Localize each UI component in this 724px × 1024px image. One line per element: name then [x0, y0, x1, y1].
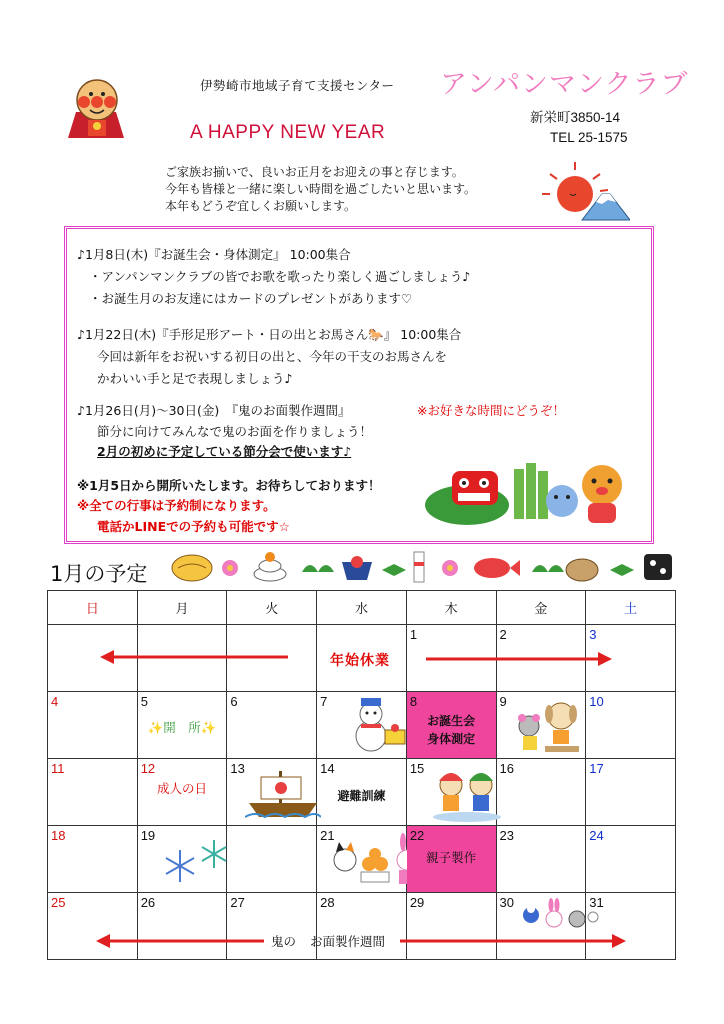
- coming-of-age-day: 成人の日: [157, 781, 208, 796]
- new-year-food-icons: [170, 548, 690, 584]
- day-number: 28: [320, 895, 335, 910]
- oni-week-arrow-left: [96, 934, 266, 948]
- opening-note: ✨開 所✨: [147, 720, 217, 735]
- calendar-table: [47, 590, 676, 960]
- kids-animals-icon: [515, 698, 585, 756]
- day-number: 31: [589, 895, 604, 910]
- day-number: 7: [320, 694, 328, 709]
- event-oni-line: 2月の初めに予定している節分会で使います♪: [97, 444, 352, 459]
- day-number: 9: [499, 694, 507, 709]
- day-number: 3: [589, 627, 597, 642]
- weekday-header: 木: [406, 591, 496, 625]
- notice-line: 電話かLINEでの予約も可能です☆: [97, 519, 290, 534]
- notice-opening: ※1月5日から開所いたします。お待ちしております！: [77, 478, 381, 493]
- measurement-note: 身体測定: [427, 732, 476, 746]
- day-cell: [586, 692, 676, 759]
- events-box: [64, 226, 654, 544]
- calendar-week: [48, 826, 676, 893]
- weekday-header: 日: [48, 591, 138, 625]
- day-number: 25: [51, 895, 66, 910]
- event-oni-title: ♪1月26日(月)〜30日(金) 『鬼のお面製作週間』: [77, 403, 351, 418]
- day-cell: [137, 893, 227, 960]
- day-cell: [496, 826, 586, 893]
- notice-reservation: ※全ての行事は予約制になります。: [77, 498, 276, 513]
- greeting-line: 今年も皆様と一緒に楽しい時間を過ごしたいと思います。: [165, 182, 477, 196]
- shishimai-characters-illustration: [422, 457, 642, 527]
- event-oni-note: ※お好きな時間にどうぞ！: [417, 403, 565, 418]
- calendar-week: [48, 759, 676, 826]
- day-cell: [48, 893, 138, 960]
- day-cell: [317, 759, 407, 826]
- day-number: 27: [230, 895, 245, 910]
- day-cell: [317, 826, 407, 893]
- day-cell: [406, 893, 496, 960]
- winter-kids-icon: [429, 763, 505, 823]
- event-handprint-title: ♪1月22日(木)『手形足形アート・日の出とお馬さん🐎』 10:00集合: [77, 327, 462, 342]
- center-name: 伊勢崎市地域子育て支援センター: [200, 78, 395, 93]
- day-cell: [137, 826, 227, 893]
- day-cell: [586, 893, 676, 960]
- event-birthday-line: ・アンパンマンクラブの皆でお歌を歌ったり楽しく過ごしましょう♪: [89, 269, 471, 284]
- day-number: 4: [51, 694, 59, 709]
- day-cell: [317, 692, 407, 759]
- event-oni-line: 節分に向けてみんなで鬼のお面を作りましょう！: [97, 424, 373, 439]
- day-cell-birthday: [406, 692, 496, 759]
- day-cell-handprint: [406, 826, 496, 893]
- snowflake-icon: [160, 836, 236, 886]
- day-cell: [496, 692, 586, 759]
- telephone: TEL 25-1575: [550, 130, 628, 145]
- weekday-header: 土: [586, 591, 676, 625]
- day-cell: [496, 893, 586, 960]
- weekday-header: 火: [227, 591, 317, 625]
- day-cell: [48, 692, 138, 759]
- day-cell: [406, 759, 496, 826]
- day-number: 5: [140, 694, 148, 709]
- day-number: 2: [499, 627, 507, 642]
- greeting-line: ご家族お揃いで、良いお正月をお迎えの事と存じます。: [165, 165, 464, 179]
- day-number: 15: [409, 761, 425, 776]
- day-number: 11: [51, 761, 65, 776]
- anpanman-illustration: [62, 72, 132, 140]
- oni-week-label-b: お面製作週間: [310, 934, 386, 949]
- greeting-line: 本年もどうぞ宜しくお願いします。: [165, 199, 357, 213]
- oni-week-arrow-right: [400, 934, 626, 948]
- day-number: 12: [140, 761, 156, 776]
- animals-mochi-icon: [331, 832, 417, 888]
- day-number: 14: [320, 761, 335, 776]
- day-number: 8: [409, 694, 418, 709]
- evacuation-drill: 避難訓練: [337, 789, 386, 803]
- event-handprint-line: 今回は新年をお祝いする初日の出と、今年の干支のお馬さんを: [97, 349, 448, 364]
- event-birthday-title: ♪1月8日(木)『お誕生会・身体測定』 10:00集合: [77, 247, 351, 262]
- day-number: 10: [589, 694, 604, 709]
- day-number: 6: [230, 694, 238, 709]
- day-cell: [137, 692, 227, 759]
- day-number: 13: [230, 761, 245, 776]
- weekday-header: 金: [496, 591, 586, 625]
- day-cell: [227, 692, 317, 759]
- day-cell: [496, 759, 586, 826]
- day-cell: [48, 826, 138, 893]
- new-year-holiday-arrow-right: [426, 652, 612, 666]
- day-cell: [227, 826, 317, 893]
- new-year-holiday-label: 年始休業: [330, 653, 390, 669]
- event-birthday-line: ・お誕生月のお友達にはカードのプレゼントがあります♡: [89, 291, 413, 306]
- calendar-header-row: [48, 591, 676, 625]
- happy-new-year-heading: A HAPPY NEW YEAR: [190, 122, 386, 143]
- day-cell: [586, 826, 676, 893]
- day-number: 24: [589, 828, 604, 843]
- day-number: 29: [409, 895, 425, 910]
- day-cell: [227, 759, 317, 826]
- day-number: 22: [409, 828, 425, 843]
- day-number: 30: [499, 895, 514, 910]
- new-year-holiday-arrow-left: [100, 650, 290, 664]
- day-cell: [586, 759, 676, 826]
- parent-child-craft: 親子製作: [426, 850, 477, 865]
- schedule-title: 1月の予定: [50, 562, 148, 586]
- day-number: 26: [140, 895, 156, 910]
- event-handprint-line: かわいい手と足で表現しましょう♪: [97, 371, 293, 386]
- day-number: 17: [589, 761, 604, 776]
- day-number: 18: [51, 828, 66, 843]
- birthday-note: お誕生会: [427, 714, 476, 728]
- day-number: 23: [499, 828, 514, 843]
- club-name: アンパンマンクラブ: [440, 69, 689, 100]
- oni-week-label-a: 鬼の: [271, 934, 297, 949]
- greeting-text: [165, 164, 476, 215]
- snowman-icon: [347, 696, 407, 754]
- weekday-header: 水: [317, 591, 407, 625]
- day-cell: [48, 759, 138, 826]
- day-cell: [137, 759, 227, 826]
- treasure-ship-icon: [245, 767, 321, 821]
- weekday-header: 月: [137, 591, 227, 625]
- sunrise-fuji-illustration: [540, 160, 630, 222]
- day-number: 1: [409, 627, 418, 642]
- address: 新栄町3850-14: [530, 110, 621, 125]
- day-number: 16: [499, 761, 514, 776]
- day-number: 19: [140, 828, 156, 843]
- day-number: 21: [320, 828, 335, 843]
- calendar-week: [48, 692, 676, 759]
